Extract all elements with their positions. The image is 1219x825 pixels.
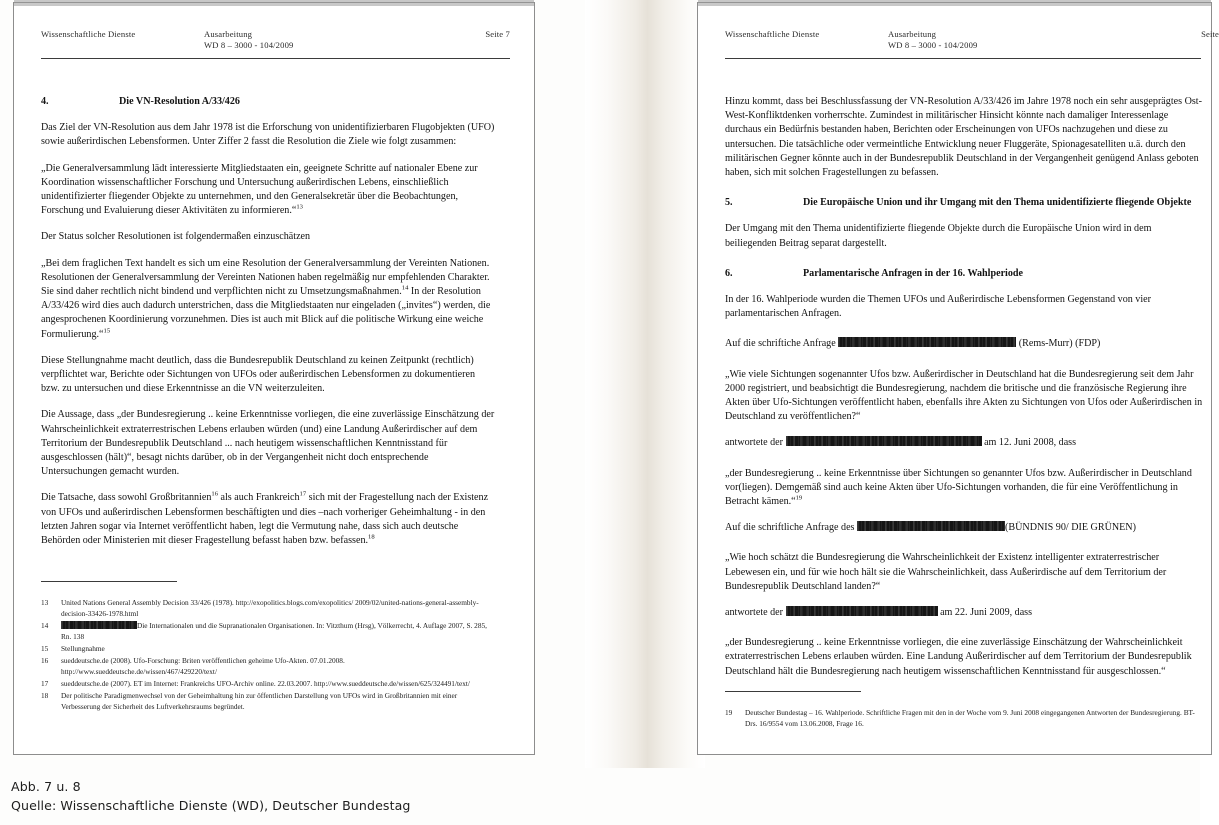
body-column-left (41, 95, 496, 560)
footnote-text-body: Die Internationalen und die Supranationalen Organisationen. In: Vitzthum (Hrsg), Völkerrecht, 4. Auflage 2007, S. 285, Rn. 138 (61, 621, 487, 641)
footnote-text: Stellungnahme (61, 644, 105, 653)
tatsache-part-b: als auch Frankreich (217, 492, 300, 504)
paragraph-eu-umgang: Der Umgang mit den Thema unidentifizierte fliegende Objekte durch die Europäische Union wird in dem beiliegenden Beitrag separat dargestellt. (725, 223, 1152, 249)
section-heading-4 (41, 95, 496, 109)
section-title-5: Die Europäische Union und ihr Umgang mit den Thema unidentifizierte fliegende Objekte (803, 197, 1192, 209)
inquiry-2-lead: Auf die schriftliche Anfrage des (725, 522, 855, 534)
paragraph-goal: Das Ziel der VN-Resolution aus dem Jahr 1978 ist die Erforschung von unidentifizierbaren Flugobjekten (UFO) sowie außerirdischen Lebensformen. Unter Ziffer 2 fasst die Resolution die Ziele wie folgt zusammen: (41, 122, 495, 148)
footnote-number: 19 (725, 708, 733, 717)
footnote-text: Der politische Paradigmenwechsel von der Geheimhaltung hin zur öffentlichen Darstellung von UFOs wird in Großbritannien mit einer Verbesserung der Sicherheit des Luftverkehrsraums begründet. (61, 691, 458, 711)
header-document-number: WD 8 – 3000 - 104/2009 (888, 40, 978, 50)
footnote-mark-19: 19 (795, 494, 803, 502)
figure-caption (11, 778, 411, 815)
scanned-page-right (697, 2, 1219, 755)
paragraph-quote-3: „Wie hoch schätzt die Bundesregierung die Wahrscheinlichkeit der Existenz intelligenter extraterrestrischer Lebewesen ein, und für wie hoch hält sie die Wahrscheinlichkeit, dass Außerirdische auf dem Territorium der Bundesrepublik Deutschland landen?“ (725, 552, 1167, 592)
footnote-item (725, 707, 1195, 729)
footnote-separator-left (41, 581, 177, 582)
header-document-kind: Ausarbeitung (204, 29, 253, 39)
inquiry-2-trail: (BÜNDNIS 90/ DIE GRÜNEN) (1005, 522, 1136, 534)
footnote-mark-17: 17 (299, 491, 307, 499)
footnote-list-right (725, 707, 1195, 730)
footnote-number: 16 (41, 656, 49, 665)
inquiry-line-1 (725, 337, 1203, 351)
footnote-item (41, 678, 496, 689)
inquiry-1-lead: Auf die schriftiche Anfrage (725, 338, 836, 350)
header-document-kind: Ausarbeitung (888, 29, 937, 39)
redaction-bar-inquiry-2 (857, 521, 1005, 531)
section-heading-5 (725, 196, 1203, 210)
section-title-4: Die VN-Resolution A/33/426 (119, 96, 240, 107)
answer-line-1 (725, 436, 1203, 450)
footnote-mark-13: 13 (296, 203, 303, 211)
footnote-mark-16: 16 (211, 491, 218, 499)
footnote-number: 18 (41, 691, 49, 700)
footnote-item (41, 597, 496, 619)
inquiry-line-2 (725, 521, 1203, 535)
section-number-4: 4. (41, 96, 49, 107)
redaction-bar-footnote-14 (61, 621, 137, 629)
paragraph-stellungnahme: Diese Stellungnahme macht deutlich, dass die Bundesrepublik Deutschland zu keinen Zeitpunkt (rechtlich) verpflichtet war, Berichte oder Sichtungen von UFOs oder außerirdischen Lebensformen zu dokumentieren bzw. zu untersuchen und diese Erkenntnisse an die VN weiterzuleiten. (41, 354, 476, 395)
page-header-left (14, 25, 534, 59)
header-organisation: Wissenschaftliche Dienste (41, 29, 136, 39)
paragraph-quote-2 (725, 467, 1203, 510)
paragraph-wahlperiode: In der 16. Wahlperiode wurden die Themen UFOs und Außerirdische Lebensformen Gegenstand von vier parlamentarischen Anfragen. (725, 294, 1152, 320)
header-rule-right (725, 58, 1201, 59)
footnote-item (41, 690, 496, 712)
header-page-number-left: Seite 7 (485, 29, 510, 39)
header-document-number: WD 8 – 3000 - 104/2009 (204, 40, 294, 50)
footnote-number: 15 (41, 644, 49, 653)
redaction-bar-answer-2 (786, 606, 938, 616)
section-number-6: 6. (725, 267, 733, 279)
redaction-bar-inquiry-1 (838, 337, 1016, 347)
footnote-mark-18: 18 (368, 533, 375, 541)
header-page-number-right: Seite (1201, 29, 1219, 39)
redaction-bar-answer-1 (786, 436, 982, 446)
caption-line-source: Quelle: Wissenschaftliche Dienste (WD), Deutscher Bundestag (11, 797, 411, 813)
quote-2-text: „der Bundesregierung .. keine Erkenntnisse über Sichtungen so genannter Ufos bzw. Außerirdischer in Deutschland vor(liegen). Demgemäß sind auch keine Akten über Ufo-Sichtungen vorhanden, die für eine Veröffentlichung in Betracht kämen.“ (725, 467, 1192, 508)
quote-text-status-a: „Bei dem fraglichen Text handelt es sich um eine Resolution der Generalversammlung der Vereinten Nationen. Resolutionen der Generalversammlung der Vereinten Nationen haben regelmäßig nur empfehlenden Charakter. Sie sind daher rechtlich nicht bindend und verpflichten nicht zu Umsetzungsmaßnahmen. (41, 257, 490, 298)
paragraph-quote-resolution (41, 162, 496, 219)
section-number-5: 5. (725, 197, 733, 209)
footnote-item (41, 655, 496, 677)
footnote-number: 14 (41, 621, 49, 630)
body-column-right (725, 95, 1203, 691)
header-organisation: Wissenschaftliche Dienste (725, 29, 820, 39)
caption-line-figure: Abb. 7 u. 8 (11, 779, 81, 794)
paragraph-quote-status (41, 257, 496, 342)
section-title-6: Parlamentarische Anfragen in der 16. Wahlperiode (803, 267, 1023, 279)
paragraph-aussage: Die Aussage, dass „der Bundesregierung .. keine Erkenntnisse vorliegen, die eine zuverlässige Einschätzung der Wahrscheinlichkeit extraterrestrischen Lebens erlauben würden (und) eine Landung Außerirdischer auf dem Territorium der Bundesrepublik Deutschland ... nach heutigem wissenschaftlichen Kenntnisstand für ausgeschlossen (hält)“, besagt nichts darüber, ob in der Vergangenheit nicht doch entsprechende Untersuchungen gemacht wurden. (41, 409, 495, 478)
paragraph-hinzu-kommt: Hinzu kommt, dass bei Beschlussfassung der VN-Resolution A/33/426 im Jahre 1978 noch ein sehr ausgeprägtes Ost-West-Konfliktdenken vorherrschte. Zumindest in militärischer Hinsicht könnte nach damaliger Interessenlage durchaus ein Bedürfnis bestanden haben, Berichten oder Erscheinungen von UFOs nachzugehen und diese zu untersuchen. Die tatsächliche oder vermeintliche Entwicklung neuer Fluggeräte, Spionagesatelliten u.ä. durch den militärischen Gegner könnte auch in der Bundesrepublik Deutschland in der Vergangenheit genügend Anlass geboten haben, sich mit solchen Fragestellungen zu befassen. (725, 96, 1202, 179)
inquiry-1-trail: (Rems-Murr) (FDP) (1018, 338, 1101, 350)
tatsache-part-a: Die Tatsache, dass sowohl Großbritannien (41, 492, 212, 504)
paragraph-status: Der Status solcher Resolutionen ist folgendermaßen einzuschätzen (41, 231, 311, 243)
footnote-text (61, 620, 496, 642)
footnote-text: sueddeutsche.de (2007). ET im Internet: Frankreichs UFO-Archiv online. 22.03.2007. http://www.sueddeutsche.de/wissen/625/324491/text/ (61, 679, 470, 688)
footnote-item (41, 620, 496, 642)
footnote-separator-right (725, 691, 861, 692)
footnote-number: 17 (41, 679, 49, 688)
footnote-text: sueddeutsche.de (2008). Ufo-Forschung: Briten veröffentlichen geheime Ufo-Akten. 07.01.2008. http://www.sueddeutsche.de/wissen/467/429220/text/ (61, 656, 345, 676)
answer-line-2 (725, 606, 1203, 620)
answer-2-trail: am 22. Juni 2009, dass (940, 607, 1033, 619)
answer-1-trail: am 12. Juni 2008, dass (984, 437, 1077, 449)
page-header-right (698, 25, 1219, 59)
answer-2-lead: antwortete der (725, 607, 784, 619)
footnote-mark-14: 14 (401, 284, 409, 292)
paragraph-tatsache (41, 491, 496, 548)
header-rule-left (41, 58, 510, 59)
footnote-text: Deutscher Bundestag – 16. Wahlperiode. Schriftliche Fragen mit den in der Woche vom 9. Juni 2008 eingegangenen Antworten der Bundesregierung. BT-Drs. 16/9554 vom 13.06.2008, Frage 16. (745, 708, 1195, 728)
answer-1-lead: antwortete der (725, 437, 784, 449)
paragraph-quote-4: „der Bundesregierung .. keine Erkenntnisse vorliegen, die eine zuverlässige Einschätzung der Wahrscheinlichkeit extraterrestrischen Lebens erlauben würden. Eine Landung Außerirdischer auf dem Territorium der Bundesrepublik Deutschland hält die Bundesregierung nach heutigem wissenschaftlichen Kenntnisstand für ausgeschlossen.“ (725, 637, 1192, 677)
paragraph-quote-1: „Wie viele Sichtungen sogenannter Ufos bzw. Außerirdischer in Deutschland hat die Bundesregierung seit dem Jahr 2000 registriert, und beabsichtigt die Bundesregierung, nachdem die britische und die französische Regierung ihre Akten über Ufo-Sichtungen veröffentlicht haben, ebenfalls ihre Akten zu Sichtungen von Ufos oder Außerirdischen in Deutschland zu veröffentlichen?“ (725, 368, 1203, 423)
quote-text-resolution: „Die Generalversammlung lädt interessierte Mitgliedstaaten ein, geeignete Schritte auf nationaler Ebene zur Koordination wissenschaftlicher Forschung und Untersuchung außerirdischen Lebens, einschließlich unidentifizierter fliegender Objekte zu unternehmen, und den Generalsekretär über die Beobachtungen, Forschung und Evaluierung dieser Aktivitäten zu informieren.“ (41, 162, 478, 217)
footnote-mark-15: 15 (103, 327, 111, 335)
footnote-item (41, 643, 496, 654)
footnote-text: United Nations General Assembly Decision 33/426 (1978). http://exopolitics.blogs.com/exopolitics/ 2009/02/united-nations-general-assembly-decision-33426-1978.html (61, 598, 479, 618)
footnote-number: 13 (41, 598, 49, 607)
scanned-page-left (13, 2, 535, 755)
tatsache-part-c: sich mit der Fragestellung nach der Existenz von UFOs und außerirdischen Lebensformen beschäftigten und dies –nach vorheriger Geheimhaltung - in den letzten Jahren sogar via Internet veröffentlicht haben, legt die Vermutung nahe, dass sich auch deutsche Behörden oder Ministerien mit dieser Fragestellung befasst haben bzw. befassen. (41, 492, 489, 547)
quote-text-status-b: In der Resolution A/33/426 wird dies auch dadurch unterstrichen, dass die Mitgliedstaaten nur eingeladen („invites“) werden, die angesprochenen Koordinierung vorzunehmen. Dies ist auch mit Blick auf die politische Wirkung eine weiche Formulierung.“ (41, 286, 491, 340)
footnote-list-left (41, 597, 496, 713)
section-heading-6 (725, 267, 1203, 281)
